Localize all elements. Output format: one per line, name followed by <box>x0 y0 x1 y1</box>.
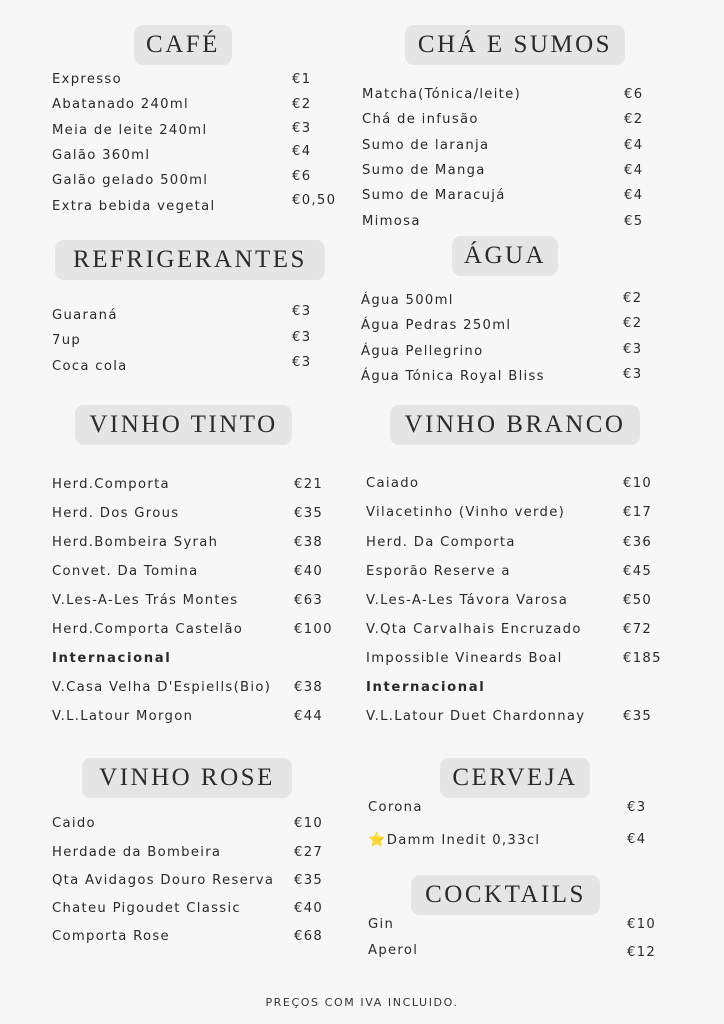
item-name: Sumo de laranja <box>362 138 490 153</box>
menu-item <box>361 342 651 362</box>
menu-item <box>366 707 676 727</box>
item-name: Convet. Da Tomina <box>52 564 199 579</box>
item-price: €3 <box>292 355 312 370</box>
menu-item <box>52 620 352 640</box>
item-name: Matcha(Tónica/leite) <box>362 87 522 102</box>
menu-item <box>362 212 652 232</box>
heading-cocktails: COCKTAILS <box>411 875 600 915</box>
item-name: Vilacetinho (Vinho verde) <box>366 505 566 520</box>
item-price: €2 <box>623 291 643 306</box>
menu-item <box>52 533 352 553</box>
item-price: €6 <box>624 87 644 102</box>
menu-item <box>366 474 676 494</box>
item-price: €185 <box>623 651 662 666</box>
menu-item <box>362 85 652 105</box>
item-price: €21 <box>294 477 324 492</box>
item-price: €1 <box>292 72 312 87</box>
item-price: €45 <box>623 564 653 579</box>
item-name: V.L.Latour Duet Chardonnay <box>366 709 586 724</box>
menu-item <box>368 915 668 935</box>
item-price: €10 <box>294 816 324 831</box>
menu-item <box>52 927 352 947</box>
menu-item <box>368 941 668 961</box>
item-price: €3 <box>292 121 312 136</box>
menu-item <box>362 136 652 156</box>
item-name: Corona <box>368 800 423 815</box>
menu-item <box>366 533 676 553</box>
item-name: Herd.Comporta <box>52 477 170 492</box>
item-name: Água 500ml <box>361 293 454 308</box>
item-name: Gin <box>368 917 395 932</box>
item-price: €3 <box>627 800 647 815</box>
item-price: €4 <box>624 163 644 178</box>
item-name: Esporão Reserve a <box>366 564 511 579</box>
menu-item <box>52 171 342 191</box>
item-price: €4 <box>624 138 644 153</box>
item-name: Mimosa <box>362 214 421 229</box>
menu-item <box>52 871 352 891</box>
item-name: V.Les-A-Les Távora Varosa <box>366 593 569 608</box>
menu-item <box>52 591 352 611</box>
menu-item <box>366 503 676 523</box>
item-name: Galão 360ml <box>52 148 151 163</box>
item-price: €27 <box>294 845 324 860</box>
menu-item <box>52 306 342 326</box>
item-price: €2 <box>624 112 644 127</box>
item-name: Herd. Da Comporta <box>366 535 516 550</box>
item-name: Água Tónica Royal Bliss <box>361 369 545 384</box>
item-name: V.Casa Velha D'Espiells(Bio) <box>52 680 272 695</box>
heading-refrigerantes: REFRIGERANTES <box>55 240 325 280</box>
menu-item <box>361 316 651 336</box>
heading-vinho-rose: VINHO ROSE <box>82 758 292 798</box>
item-name: V.Qta Carvalhais Encruzado <box>366 622 582 637</box>
item-price: €44 <box>294 709 324 724</box>
item-price: €3 <box>623 367 643 382</box>
item-name: V.Les-A-Les Trás Montes <box>52 593 239 608</box>
menu-item <box>362 186 652 206</box>
item-price: €4 <box>624 188 644 203</box>
item-price: €4 <box>627 832 647 847</box>
item-name: Caiado <box>366 476 420 491</box>
item-name: 7up <box>52 333 82 348</box>
menu-item <box>52 678 352 698</box>
item-price: €10 <box>627 917 657 932</box>
item-price: €2 <box>623 316 643 331</box>
item-name: Extra bebida vegetal <box>52 199 216 214</box>
item-price: €38 <box>294 680 324 695</box>
menu-item <box>52 357 342 377</box>
item-name: Abatanado 240ml <box>52 97 189 112</box>
item-name: Galão gelado 500ml <box>52 173 209 188</box>
item-name: Qta Avidagos Douro Reserva <box>52 873 275 888</box>
heading-cerveja: CERVEJA <box>440 758 590 798</box>
menu-item <box>52 504 352 524</box>
item-price: €17 <box>623 505 653 520</box>
item-price: €3 <box>292 304 312 319</box>
item-price: €5 <box>624 214 644 229</box>
menu-item <box>362 110 652 130</box>
item-price: €40 <box>294 564 324 579</box>
item-name: V.L.Latour Morgon <box>52 709 194 724</box>
menu-item <box>366 649 676 669</box>
item-name: Sumo de Manga <box>362 163 486 178</box>
item-price: €2 <box>292 97 312 112</box>
item-price: €63 <box>294 593 324 608</box>
item-name: ⭐Damm Inedit 0,33cl <box>368 832 541 848</box>
item-name: Herd. Dos Grous <box>52 506 180 521</box>
menu-item <box>52 475 352 495</box>
item-price: €35 <box>294 506 324 521</box>
item-name: Comporta Rose <box>52 929 170 944</box>
item-price: €72 <box>623 622 653 637</box>
item-name: Impossible Vineards Boal <box>366 651 563 666</box>
item-price: €100 <box>294 622 333 637</box>
item-name: Aperol <box>368 943 419 958</box>
item-name: Chateu Pigoudet Classic <box>52 901 241 916</box>
footer-note: PREÇOS COM IVA INCLUIDO. <box>265 996 459 1009</box>
menu-item <box>52 121 342 141</box>
item-price: €4 <box>292 144 312 159</box>
item-name: Herd.Comporta Castelão <box>52 622 244 637</box>
star-icon: ⭐ <box>368 832 387 848</box>
menu-item <box>52 331 342 351</box>
menu-item <box>361 367 651 387</box>
menu-item <box>52 814 352 834</box>
heading-agua: ÁGUA <box>452 236 558 276</box>
item-name: Chá de infusão <box>362 112 479 127</box>
item-name: Coca cola <box>52 359 128 374</box>
item-name: Caido <box>52 816 96 831</box>
item-name: Meia de leite 240ml <box>52 123 208 138</box>
menu-item <box>52 146 342 166</box>
menu-item <box>361 291 651 311</box>
item-name: Guaraná <box>52 308 118 323</box>
menu-item <box>366 562 676 582</box>
heading-vinho-branco: VINHO BRANCO <box>390 405 640 445</box>
heading-vinho-tinto: VINHO TINTO <box>75 405 292 445</box>
heading-cafe: CAFÉ <box>134 25 232 65</box>
menu-item <box>52 707 352 727</box>
menu-item <box>52 843 352 863</box>
internacional-label: Internacional <box>366 680 486 695</box>
menu-item <box>52 193 342 217</box>
item-price: €12 <box>627 945 657 960</box>
item-price: €36 <box>623 535 653 550</box>
item-price: €6 <box>292 169 312 184</box>
item-name: Expresso <box>52 72 122 87</box>
item-name: Água Pellegrino <box>361 344 484 359</box>
item-name: Herd.Bombeira Syrah <box>52 535 219 550</box>
internacional-label: Internacional <box>52 651 172 666</box>
item-price: €3 <box>623 342 643 357</box>
item-price: €3 <box>292 330 312 345</box>
menu-item <box>52 95 342 115</box>
item-price: €40 <box>294 901 324 916</box>
item-name: Sumo de Maracujá <box>362 188 506 203</box>
item-price: €35 <box>623 709 653 724</box>
item-price: €35 <box>294 873 324 888</box>
menu-item <box>368 830 668 850</box>
menu-item <box>366 591 676 611</box>
item-name: Herdade da Bombeira <box>52 845 222 860</box>
item-price: €68 <box>294 929 324 944</box>
item-price: €50 <box>623 593 653 608</box>
menu-item <box>52 899 352 919</box>
item-price: €38 <box>294 535 324 550</box>
menu-item <box>362 161 652 181</box>
menu-item <box>52 562 352 582</box>
item-price: €0,50 <box>292 193 337 208</box>
item-name: Água Pedras 250ml <box>361 318 512 333</box>
menu-item <box>368 798 668 818</box>
menu-item <box>52 70 342 90</box>
heading-cha-e-sumos: CHÁ E SUMOS <box>405 25 625 65</box>
menu-item <box>366 620 676 640</box>
item-price: €10 <box>623 476 653 491</box>
